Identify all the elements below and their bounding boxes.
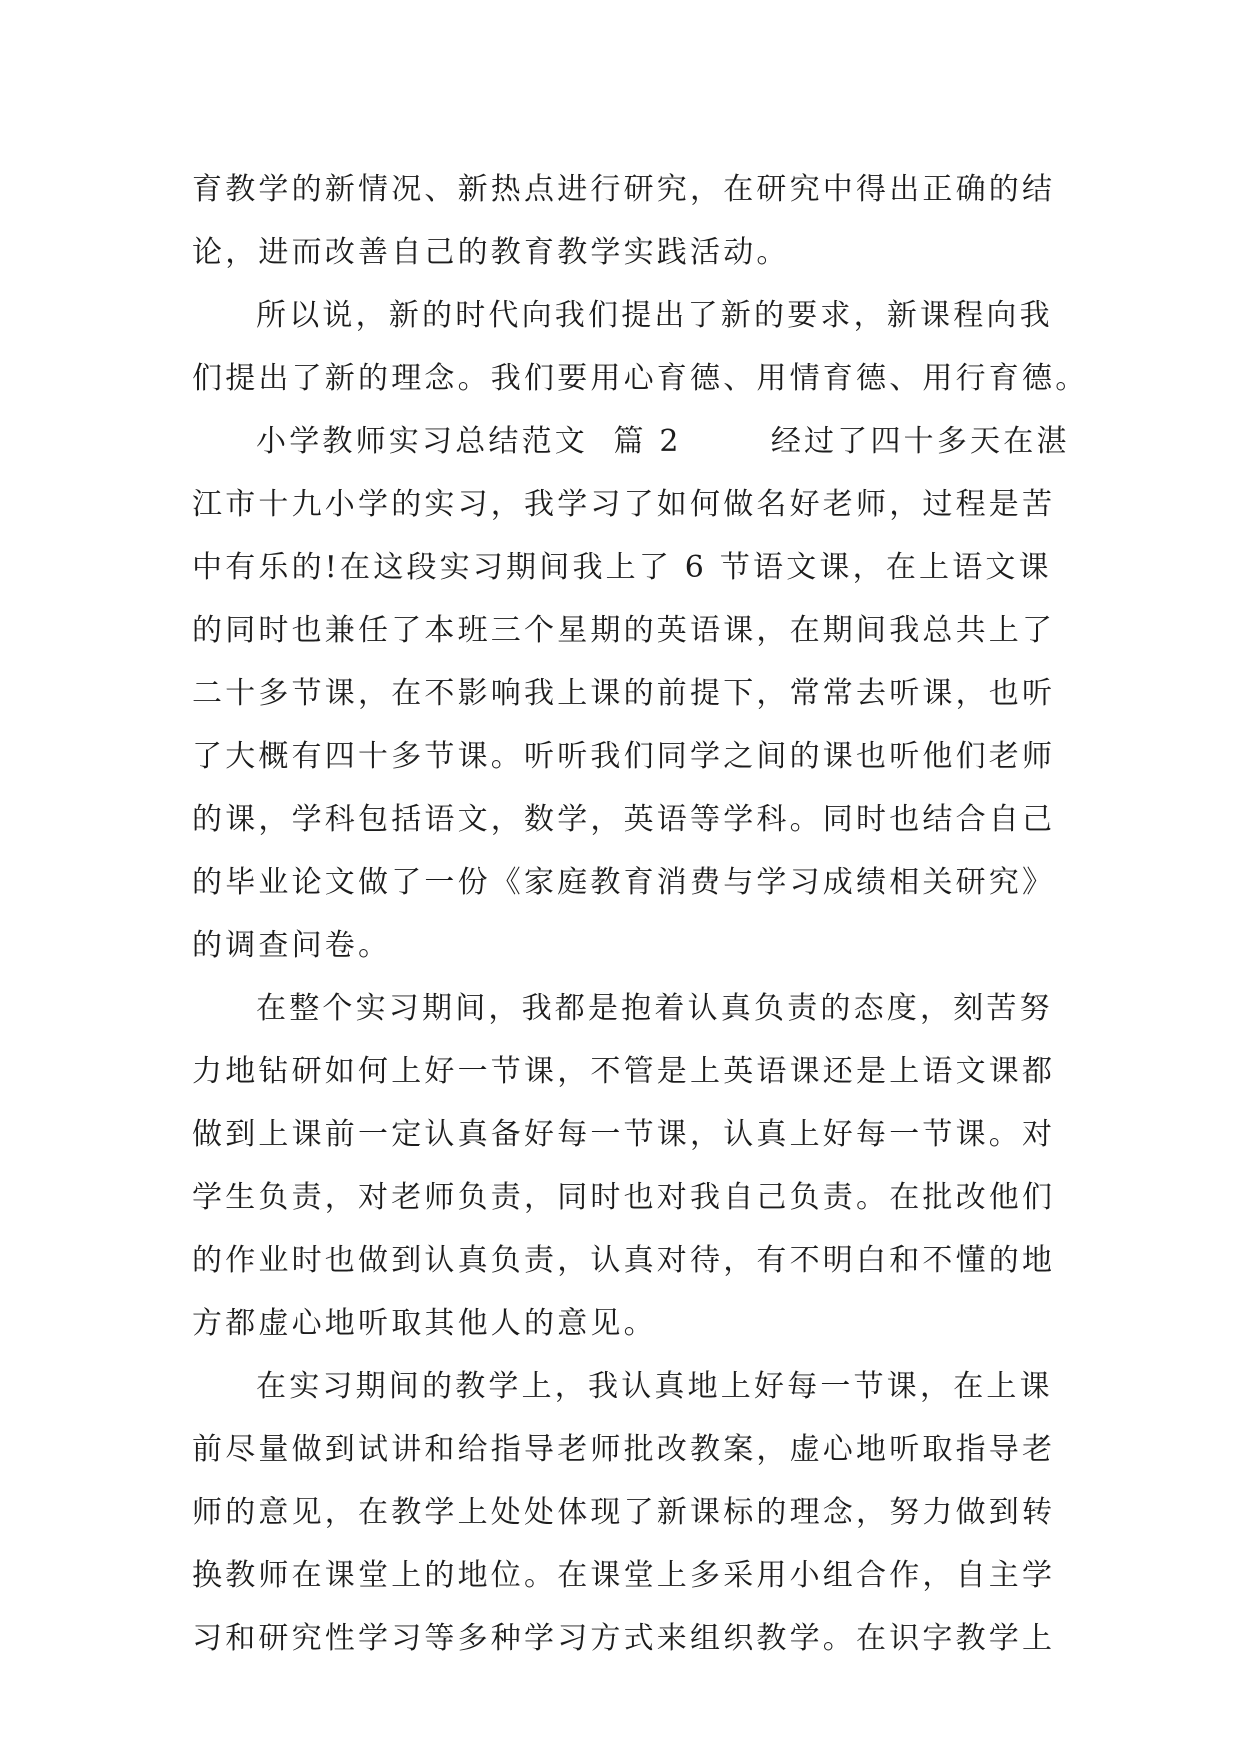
text-line: 小学教师实习总结范文 篇 2 经过了四十多天在湛 <box>256 424 1070 459</box>
text-line: 论，进而改善自己的教育教学实践活动。 <box>192 235 790 270</box>
text-line: 的课，学科包括语文，数学，英语等学科。同时也结合自己 <box>192 802 1056 837</box>
text-line: 育教学的新情况、新热点进行研究，在研究中得出正确的结 <box>192 172 1056 207</box>
text-line: 在实习期间的教学上，我认真地上好每一节课，在上课 <box>256 1369 1053 1404</box>
text-line: 师的意见，在教学上处处体现了新课标的理念，努力做到转 <box>192 1495 1056 1530</box>
text-line: 前尽量做到试讲和给指导老师批改教案，虚心地听取指导老 <box>192 1432 1056 1467</box>
text-line: 的同时也兼任了本班三个星期的英语课，在期间我总共上了 <box>192 613 1056 648</box>
text-line: 二十多节课，在不影响我上课的前提下，常常去听课，也听 <box>192 676 1056 711</box>
text-line: 了大概有四十多节课。听听我们同学之间的课也听他们老师 <box>192 739 1056 774</box>
text-line: 换教师在课堂上的地位。在课堂上多采用小组合作，自主学 <box>192 1558 1056 1593</box>
text-line: 中有乐的!在这段实习期间我上了 6 节语文课，在上语文课 <box>192 550 1052 585</box>
text-line: 学生负责，对老师负责，同时也对我自己负责。在批改他们 <box>192 1180 1056 1215</box>
text-line: 的作业时也做到认真负责，认真对待，有不明白和不懂的地 <box>192 1243 1056 1278</box>
text-line: 在整个实习期间，我都是抱着认真负责的态度，刻苦努 <box>256 991 1053 1026</box>
text-line: 们提出了新的理念。我们要用心育德、用情育德、用行育德。 <box>192 361 1089 396</box>
body-text <box>192 158 1089 1670</box>
text-line: 的毕业论文做了一份《家庭教育消费与学习成绩相关研究》 <box>192 865 1056 900</box>
text-line: 江市十九小学的实习，我学习了如何做名好老师，过程是苦 <box>192 487 1056 522</box>
text-line: 所以说，新的时代向我们提出了新的要求，新课程向我 <box>256 298 1053 333</box>
text-line: 的调查问卷。 <box>192 928 392 963</box>
text-line: 习和研究性学习等多种学习方式来组织教学。在识字教学上 <box>192 1621 1056 1656</box>
text-line: 力地钻研如何上好一节课，不管是上英语课还是上语文课都 <box>192 1054 1056 1089</box>
text-line: 方都虚心地听取其他人的意见。 <box>192 1306 657 1341</box>
text-line: 做到上课前一定认真备好每一节课，认真上好每一节课。对 <box>192 1117 1056 1152</box>
